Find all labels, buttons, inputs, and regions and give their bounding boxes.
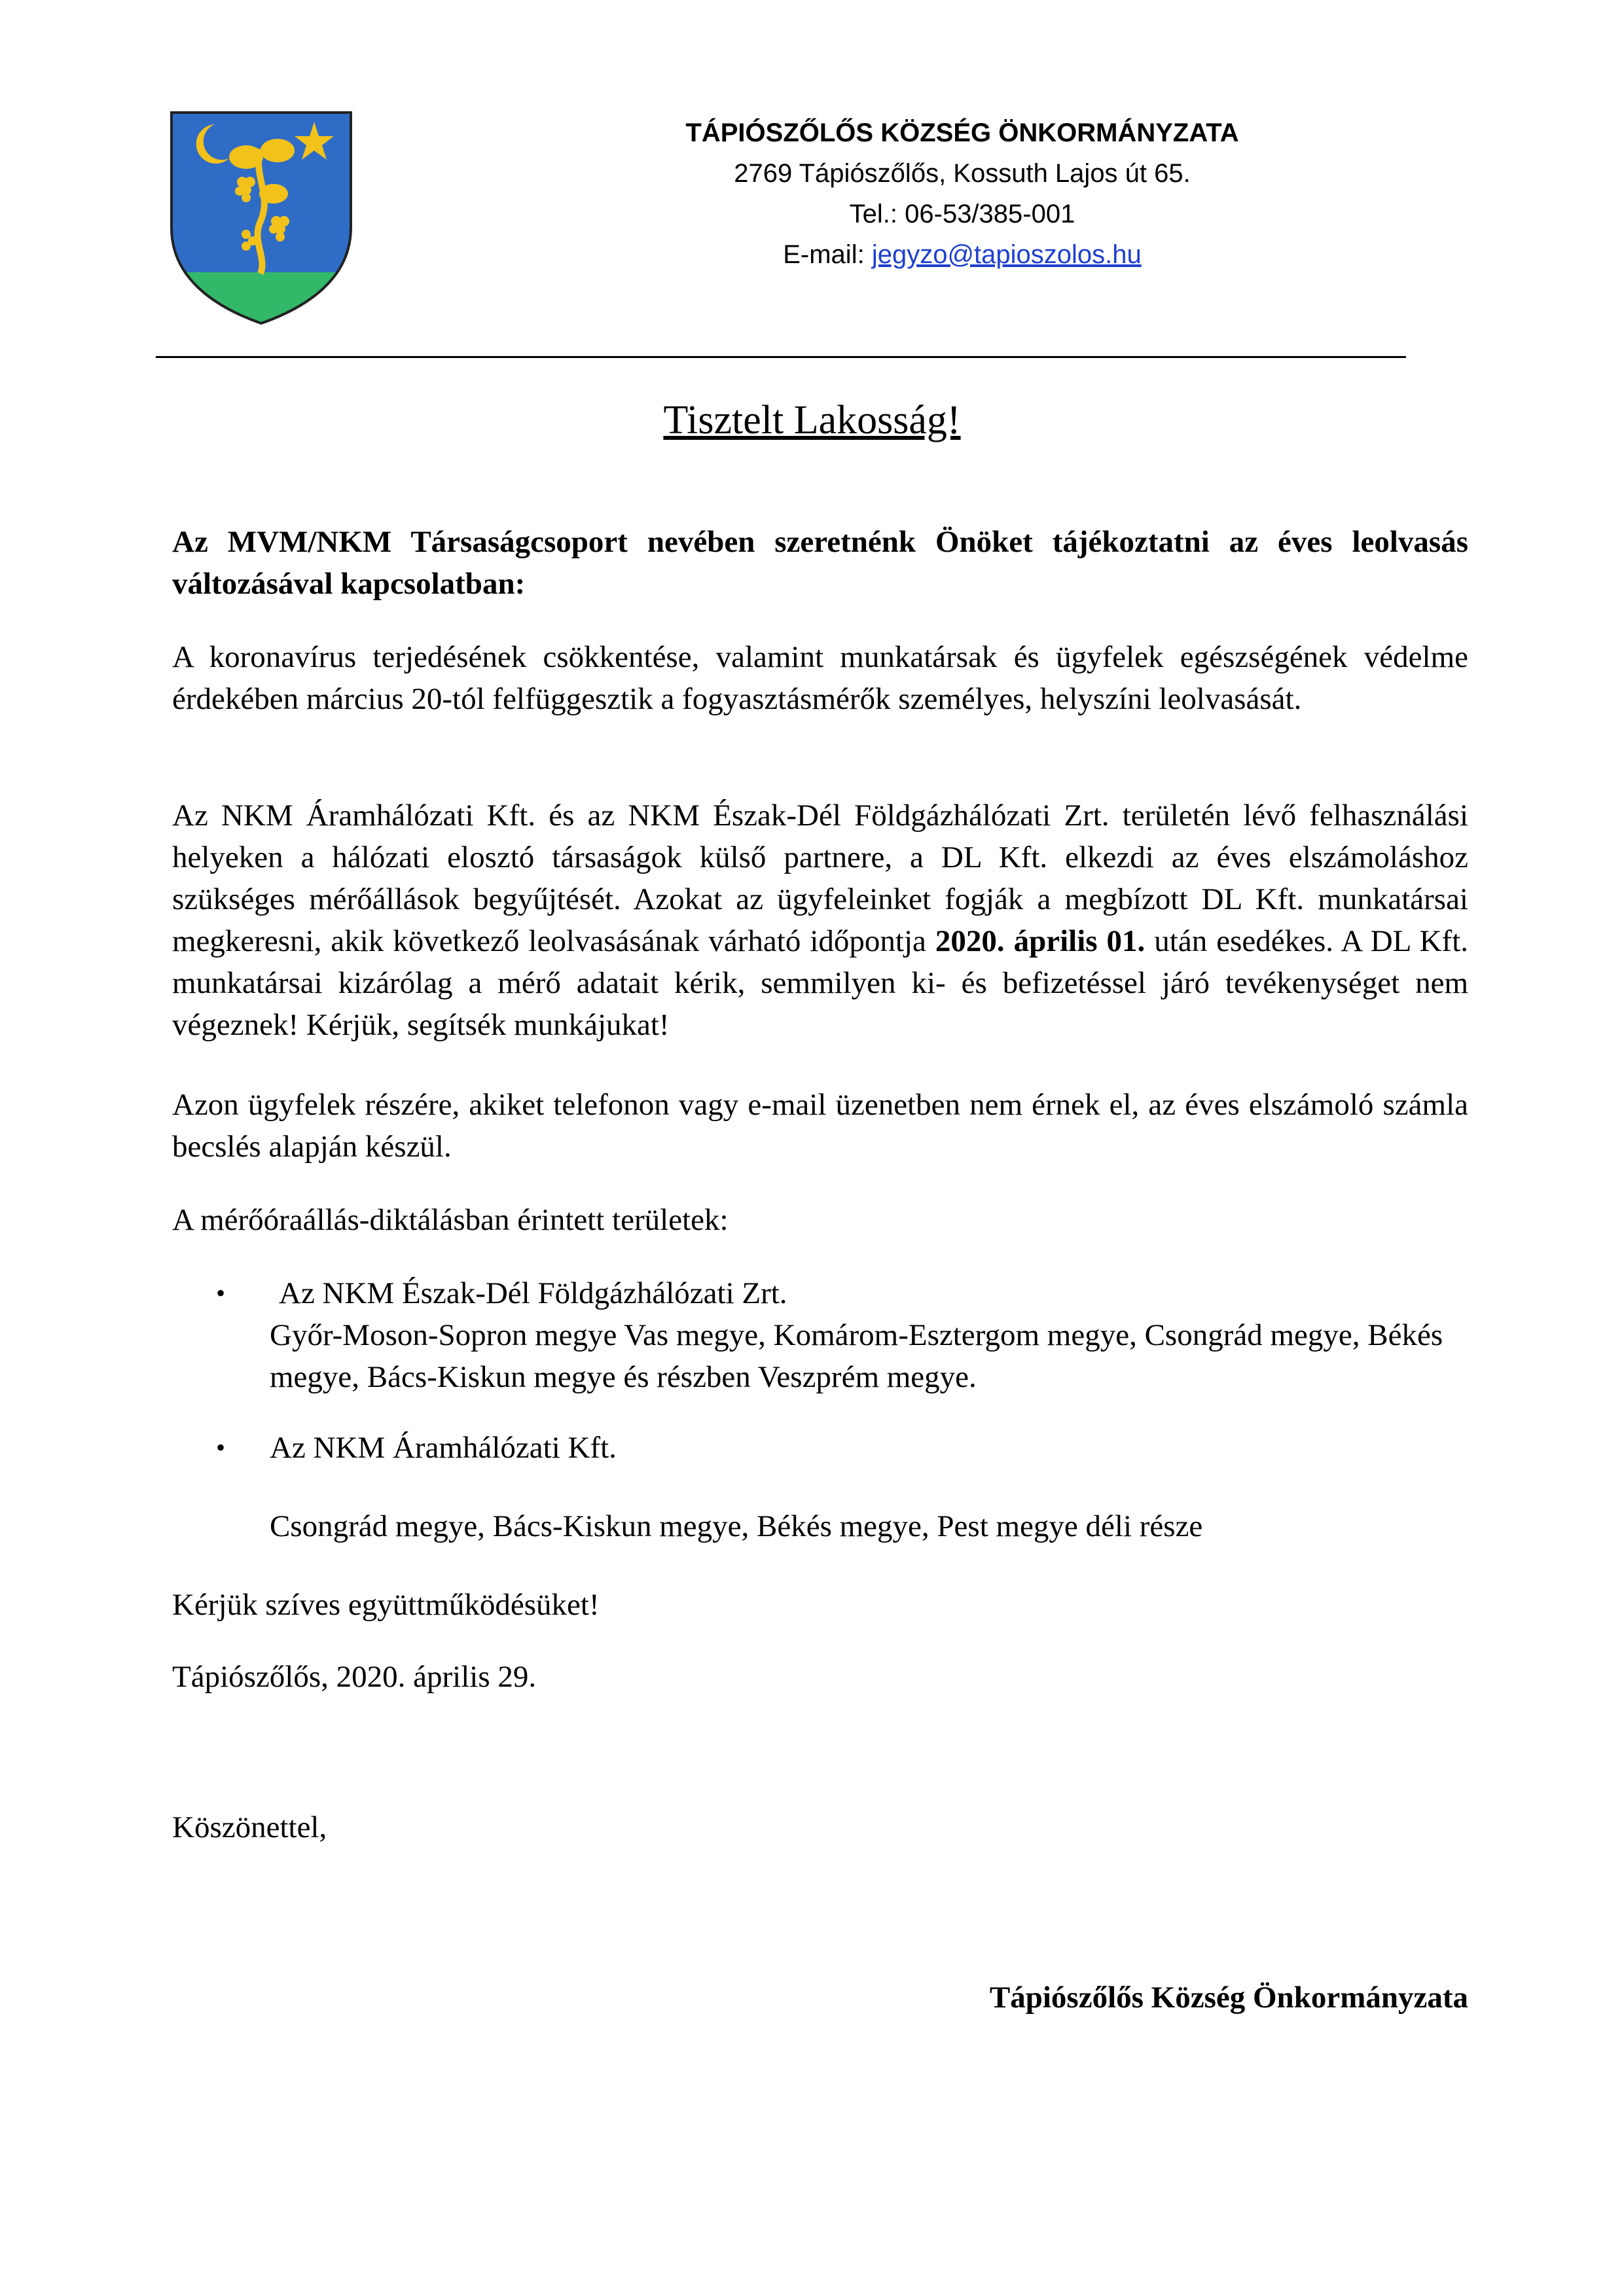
organization-email-line — [537, 234, 1388, 275]
thanks-line: Köszönettel, — [172, 1810, 327, 1844]
place-and-date: Tápiószőlős, 2020. április 29. — [172, 1660, 537, 1694]
organization-header — [537, 113, 1388, 275]
paragraph-dl-kft — [172, 795, 1468, 1046]
area-company: Az NKM Áramhálózati Kft. — [270, 1431, 617, 1465]
header-divider — [156, 356, 1406, 358]
paragraph-estimate: Azon ügyfelek részére, akiket telefonon vagy e-mail üzenetben nem érnek el, az éves elszámoló számla becslés alapján készül. — [172, 1088, 1468, 1164]
email-label: E-mail: — [783, 240, 872, 269]
email-link[interactable]: jegyzo@tapioszolos.hu — [871, 240, 1142, 269]
closing-request: Kérjük szíves együttműködésüket! — [172, 1588, 600, 1622]
areas-intro: A mérőóraállás-diktálásban érintett területek: — [172, 1203, 729, 1237]
paragraph-dl-kft-text-end: után esedékes. A DL Kft. munkatársai kizárólag a mérő adatait kérik, semmilyen ki- és befizetéssel járó tevékenységet nem végeznek! Kérjük, segítsék munkájukat! — [172, 924, 1469, 1042]
intro-paragraph: Az MVM/NKM Társaságcsoport nevében szeretnénk Önöket tájékoztatni az éves leolvasás változásával kapcsolatban: — [172, 525, 1468, 601]
reading-date: 2020. április 01. — [935, 924, 1146, 958]
area-regions: Csongrád megye, Bács-Kiskun megye, Békés megye, Pest megye déli része — [270, 1509, 1203, 1543]
letter-title: Tisztelt Lakosság! — [663, 398, 961, 442]
paragraph-dl-kft-text: Az NKM Áramhálózati Kft. és az NKM Észak-Dél Földgázhálózati Zrt. területén lévő felhasználási helyeken a hálózati elosztó társaságok külső partnere, a DL Kft. elkezdi az éves elszámoláshoz szükséges mérőállások begyűjtését. Azokat az ügyfeleinket fogják a megbízott DL Kft. munkatársai megkeresni, akik következő leolvasásának várható időpontja — [172, 798, 1468, 958]
bullet-icon: • — [216, 1278, 226, 1308]
bullet-icon: • — [216, 1433, 226, 1462]
organization-address: 2769 Tápiószőlős, Kossuth Lajos út 65. — [734, 159, 1191, 188]
signature: Tápiószőlős Község Önkormányzata — [989, 1981, 1468, 2015]
organization-name: TÁPIÓSZŐLŐS KÖZSÉG ÖNKORMÁNYZATA — [685, 118, 1239, 147]
paragraph-suspension: A koronavírus terjedésének csökkentése, valamint munkatársak és ügyfelek egészségének védelme érdekében március 20-tól felfüggesztik a fogyasztásmérők személyes, helyszíni leolvasását. — [172, 640, 1468, 716]
area-list-item — [270, 1427, 1469, 1547]
coat-of-arms-icon — [169, 110, 353, 326]
organization-phone: Tel.: 06-53/385-001 — [849, 200, 1075, 228]
area-company: Az NKM Észak-Dél Földgázhálózati Zrt. — [279, 1276, 787, 1310]
area-list-item — [270, 1272, 1469, 1398]
area-regions: Győr-Moson-Sopron megye Vas megye, Komárom-Esztergom megye, Csongrád megye, Békés megye, Bács-Kiskun megye és részben Veszprém megye. — [270, 1318, 1443, 1394]
